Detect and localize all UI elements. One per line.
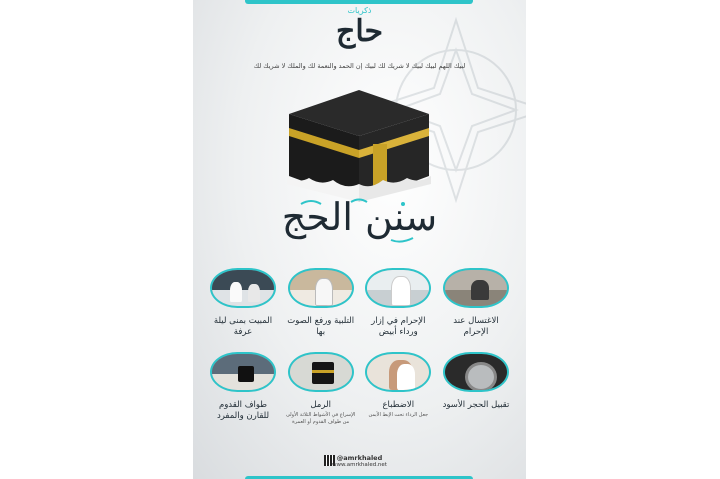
brand-logo-text: حاج [335, 14, 384, 49]
washing-photo [443, 268, 509, 308]
poster [193, 0, 526, 479]
black-stone-photo [443, 352, 509, 392]
grid-row-1 [207, 268, 512, 338]
card-idtiba [362, 352, 434, 426]
card-talbiyah [285, 268, 357, 338]
raml-photo [288, 352, 354, 392]
kaaba-illustration [279, 84, 439, 204]
footer [193, 454, 526, 468]
card-mina [207, 268, 279, 338]
page-title: سنن الحج [281, 195, 438, 239]
card-label: المبيت بمنى ليلة عرفة [213, 316, 273, 337]
tawaf-photo [210, 352, 276, 392]
brand-subtitle: ذكريات [347, 6, 372, 15]
card-raml [285, 352, 357, 426]
social-handle[interactable]: @amrkhaled [336, 454, 383, 462]
card-label: طواف القدوم للقارن والمفرد [216, 400, 270, 421]
grid-row-2 [207, 352, 512, 426]
card-label: الاضطباع [382, 400, 415, 410]
sunan-grid [207, 268, 512, 426]
idtiba-photo [365, 352, 431, 392]
card-tawaf [207, 352, 279, 426]
card-note: جعل الرداء تحت الإبط الأيمن [368, 412, 429, 418]
card-label: الرمل [310, 400, 331, 410]
website-link[interactable]: www.amrkhaled.net [332, 462, 387, 468]
talbiyah-verse: لبيك اللهم لبيك لبيك لا شريك لك لبيك إن الحمد والنعمة لك والملك لا شريك لك [253, 62, 466, 70]
card-note: الإسراع في الأشواط الثلاثة الأولى من طواف القدوم أو العمرة [285, 412, 356, 425]
top-accent-bar [245, 0, 473, 4]
card-label: تقبيل الحجر الأسود [442, 400, 510, 410]
mina-photo [210, 268, 276, 308]
card-label: التلبية ورفع الصوت بها [287, 316, 355, 337]
talbiyah-photo [288, 268, 354, 308]
card-label: الإحرام في إزار ورداء أبيض [371, 316, 426, 337]
card-ghusl [440, 268, 512, 338]
ihram-photo [365, 268, 431, 308]
card-black-stone [440, 352, 512, 426]
card-label: الاغتسال عند الإحرام [453, 316, 499, 337]
card-ihram [362, 268, 434, 338]
